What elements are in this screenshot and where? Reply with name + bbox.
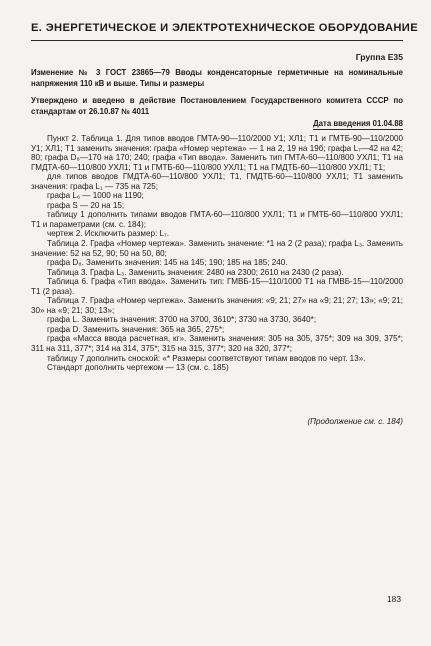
approval-statement: Утверждено и введено в действие Постановлением Государственного комитета СССР по стандартам от 26.10.87 № 4011 — [31, 96, 403, 116]
body-paragraph: Таблица 7. Графа «Номер чертежа». Заменить значения: «9; 21; 27» на «9; 21; 27; 13»; «9; 21; 30» на «9; 21; 30; 13»; — [31, 296, 403, 315]
page-number: 183 — [387, 594, 401, 604]
body-paragraph: таблицу 1 дополнить типами вводов ГМТА-60—110/800 УХЛ1; Т1 и ГМТБ-60—110/800 УХЛ1; Т1 и параметрами (см. с. 184); — [31, 210, 403, 229]
group-code: Группа Е35 — [355, 52, 403, 62]
amendment-title: Изменение № 3 ГОСТ 23865—79 Вводы конденсаторные герметичные на номинальные напряжения 110 кВ и выше. Типы и размеры — [31, 68, 403, 88]
body-paragraph: графа L₆ — 1000 на 1190; — [47, 191, 144, 201]
body-paragraph: таблицу 7 дополнить сноской: «* Размеры соответствуют типам вводов по черт. 13». — [47, 353, 366, 363]
body-paragraph: для типов вводов ГМДТА-60—110/800 УХЛ1; Т1, ГМДТБ-60—110/800 УХЛ1; Т1 заменить значения: графа L₁ — 735 на 725; — [31, 172, 403, 191]
body-paragraph: чертеж 2. Исключить размер: L₇. — [47, 229, 169, 239]
body-paragraph: Таблица 2. Графа «Номер чертежа». Заменить значение: *1 на 2 (2 раза); графа L₃. Заменить значение: 52 на 52, 90; 50 на 50, 80; — [31, 239, 403, 258]
header-rule — [31, 40, 403, 41]
body-paragraph: Пункт 2. Таблица 1. Для типов вводов ГМТА-90—110/2000 У1; ХЛ1; Т1 и ГМТБ-90—110/2000 У1; ХЛ1; Т1 заменить значения: графа «Номер чертежа» — 1 на 2, 19 на 19б; графа L₇—42 на 42; 80; графа D₈—170 на 170; 240; графа «Тип ввода». Заменить тип ГМТА-60—110/800 УХЛ1; Т1 на ГМДТА-60—110/800 УХЛ1; Т1 и ГМТБ-60—110/800 УХЛ1; Т1 на ГМДТБ-60—110/800 УХЛ1; Т1; — [31, 134, 403, 172]
body-paragraph: графа L. Заменить значения: 3700 на 3700, 3610*; 3730 на 3730, 3640*; — [47, 315, 317, 325]
body-paragraph: Таблица 3. Графа L₃. Заменить значения: 2480 на 2300; 2610 на 2430 (2 раза). — [47, 267, 344, 277]
effective-date: Дата введения 01.04.88 — [313, 119, 403, 128]
continued-note: (Продолжение см. с. 184) — [307, 417, 403, 426]
body-paragraph: графа «Масса ввода расчетная, кг». Заменить значения: 305 на 305, 375*; 309 на 309, 375*; 311 на 311, 377*; 314 на 314, 375*; 315 на 315, 377*; 320 на 320, 377*; — [31, 334, 403, 354]
body-paragraph: графа D. Заменить значения: 365 на 365, 275*; — [47, 324, 225, 334]
body-paragraph: графа D₈. Заменить значения: 145 на 145; 190; 185 на 185; 240. — [47, 258, 288, 268]
body-paragraph: Таблица 6. Графа «Тип ввода». Заменить тип: ГМВБ-15—110/1000 Т1 на ГМВБ-15—110/2000 Т1 (2 раза). — [31, 277, 403, 296]
body-paragraph: Стандарт дополнить чертежом — 13 (см. с. 185) — [47, 363, 229, 373]
amendment-body — [31, 134, 403, 373]
section-title: Е. ЭНЕРГЕТИЧЕСКОЕ И ЭЛЕКТРОТЕХНИЧЕСКОЕ ОБОРУДОВАНИЕ — [31, 22, 419, 34]
body-paragraph: графа S — 20 на 15; — [47, 200, 125, 210]
